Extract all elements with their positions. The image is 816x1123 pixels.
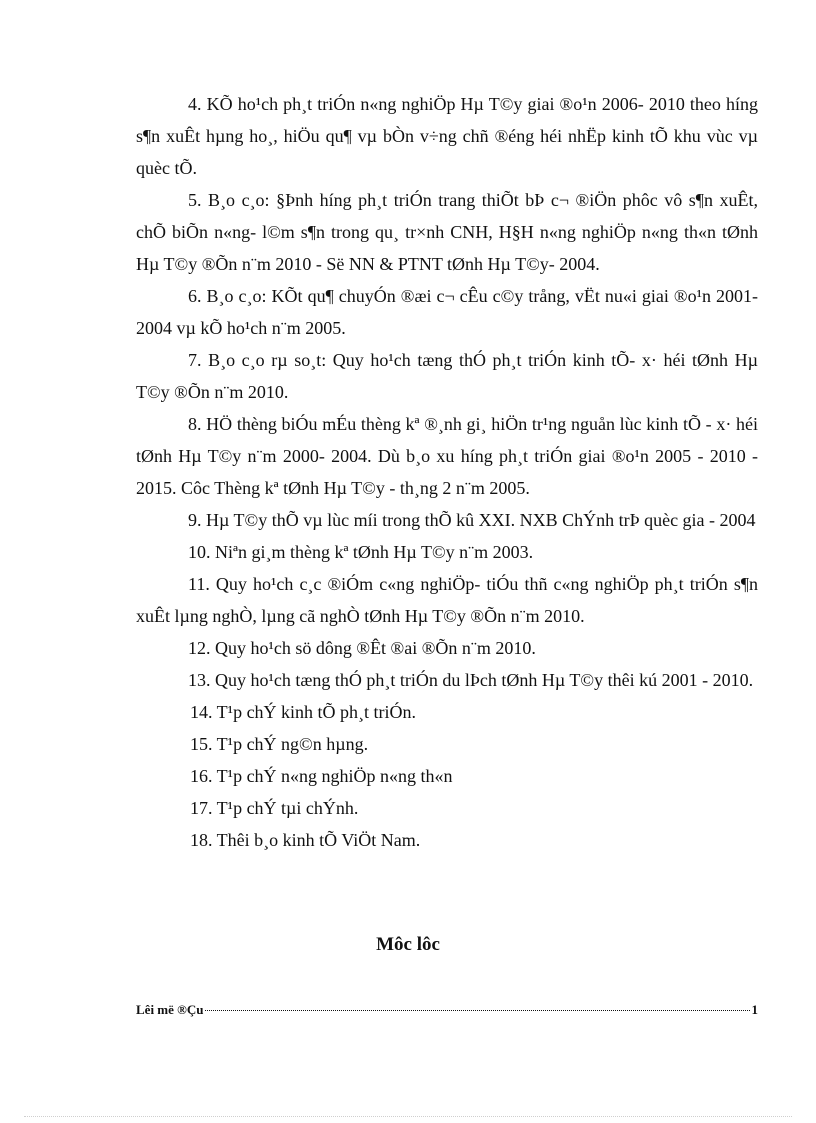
- toc-entry-page: 1: [751, 1002, 758, 1017]
- reference-item: 6. B¸o c¸o: KÕt qu¶ chuyÓn ®æi c¬ cÊu c©y trång, vËt nu«i giai ®o¹n 2001- 2004 vµ kÕ ho¹ch n¨m 2005.: [136, 286, 758, 338]
- reference-item: 13. Quy ho¹ch tæng thÓ ph¸t triÓn du lÞch tØnh Hµ T©y thêi kú 2001 - 2010.: [188, 670, 754, 690]
- reference-item: 5. B¸o c¸o: §Þnh híng ph¸t triÓn trang thiÕt bÞ c¬ ®iÖn phôc vô s¶n xuÊt, chÕ biÕn n«ng- l©m s¶n trong qu¸ tr×nh CNH, H§H n«ng nghiÖp n«ng th«n tØnh Hµ T©y ®Õn n¨m 2010 - Së NN & PTNT tØnh Hµ T©y- 2004.: [136, 190, 758, 274]
- toc-title: Môc lôc: [376, 934, 440, 955]
- reference-item: 11. Quy ho¹ch c¸c ®iÓm c«ng nghiÖp- tiÓu thñ c«ng nghiÖp ph¸t triÓn s¶n xuÊt lµng nghÒ, lµng cã nghÒ tØnh Hµ T©y ®Õn n¨m 2010.: [136, 574, 758, 626]
- reference-item: 7. B¸o c¸o rµ so¸t: Quy ho¹ch tæng thÓ ph¸t triÓn kinh tÕ- x· héi tØnh Hµ T©y ®Õn n¨m 2010.: [136, 350, 758, 402]
- reference-item: 12. Quy ho¹ch sö dông ®Êt ®ai ®Õn n¨m 2010.: [188, 638, 536, 658]
- toc-entry-label: Lêi më ®Çu: [136, 1002, 204, 1017]
- page-bottom-divider: [24, 1116, 792, 1117]
- reference-item: 10. Niªn gi¸m thèng kª tØnh Hµ T©y n¨m 2003.: [188, 542, 534, 562]
- reference-item: 14. T¹p chÝ kinh tÕ ph¸t triÓn.: [190, 702, 417, 722]
- reference-item: 15. T¹p chÝ ng©n hµng.: [190, 734, 369, 754]
- reference-item: 16. T¹p chÝ n«ng nghiÖp n«ng th«n: [190, 766, 453, 786]
- reference-item: 4. KÕ ho¹ch ph¸t triÓn n«ng nghiÖp Hµ T©y giai ®o¹n 2006- 2010 theo híng s¶n xuÊt hµng ho¸, hiÖu qu¶ vµ bÒn v÷ng chñ ®éng héi nhËp kinh tÕ khu vùc vµ quèc tÕ.: [136, 94, 758, 178]
- reference-list: [136, 88, 758, 856]
- reference-item: 8. HÖ thèng biÓu mÉu thèng kª ®¸nh gi¸ hiÖn tr¹ng nguån lùc kinh tÕ - x· héi tØnh Hµ T©y n¨m 2000- 2004. Dù b¸o xu híng ph¸t triÓn giai ®o¹n 2005 - 2010 - 2015. Côc Thèng kª tØnh Hµ T©y - th¸ng 2 n¨m 2005.: [136, 414, 758, 498]
- toc-leader-dots: [205, 1010, 749, 1011]
- toc-entry[interactable]: [136, 1001, 758, 1019]
- reference-item: 18. Thêi b¸o kinh tÕ ViÖt Nam.: [190, 830, 421, 850]
- reference-item: 17. T¹p chÝ tµi chÝnh.: [190, 798, 359, 818]
- reference-item: 9. Hµ T©y thÕ vµ lùc míi trong thÕ kû XXI. NXB ChÝnh trÞ quèc gia - 2004: [188, 510, 756, 530]
